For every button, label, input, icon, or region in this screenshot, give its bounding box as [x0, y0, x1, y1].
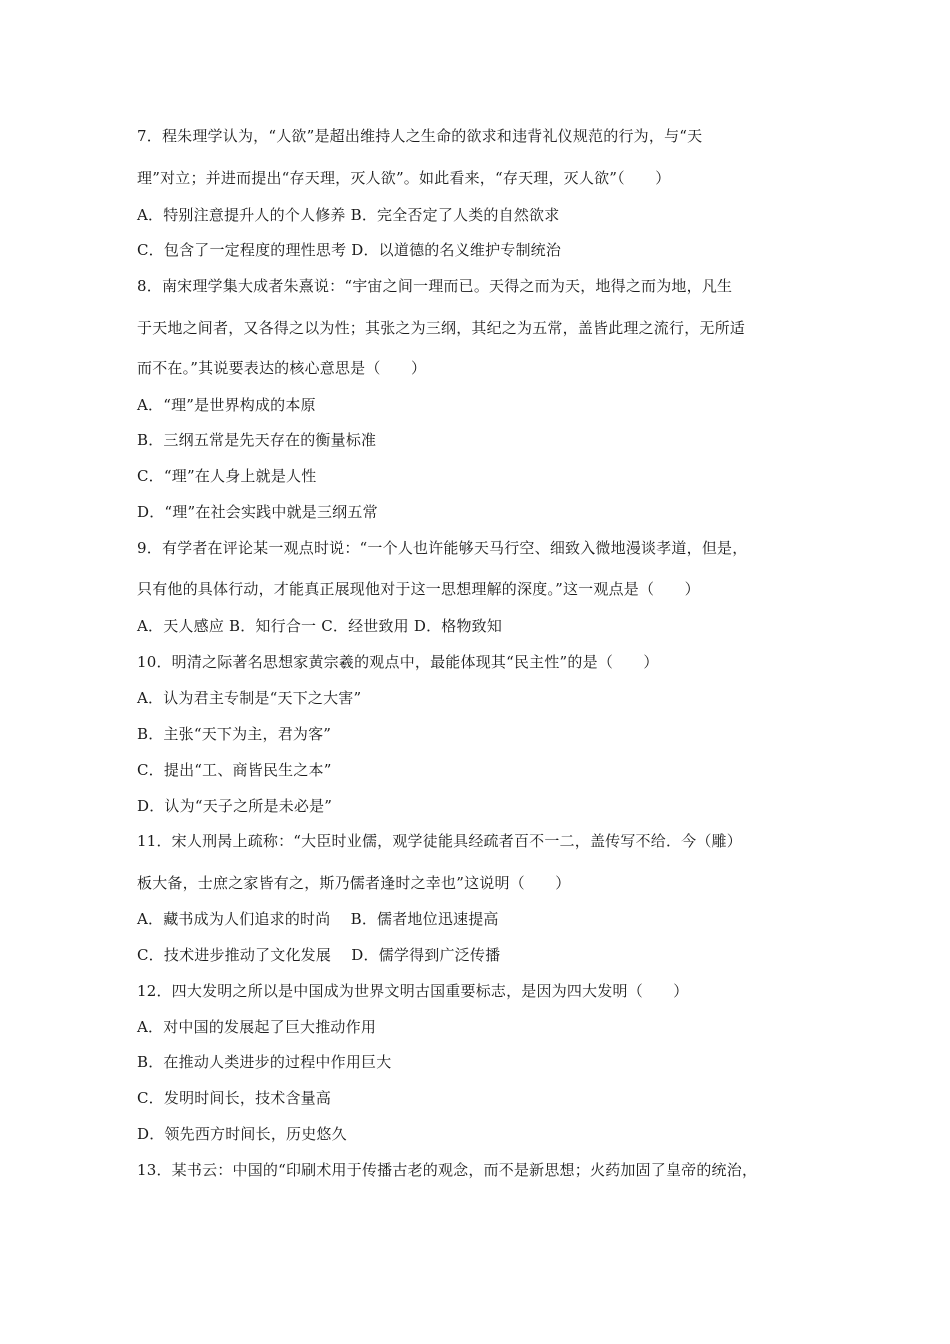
- q7-stem-line-1: 7．程朱理学认为，“人欲”是超出维持人之生命的欲求和违背礼仪规范的行为，与“天: [137, 127, 703, 145]
- q10-option-a: A．认为君主专制是“天下之大害”: [137, 689, 362, 707]
- q7-stem-line-2: 理”对立；并进而提出“存天理，灭人欲”。如此看来，“存天理，灭人欲”（ ）: [137, 169, 671, 187]
- q9-options: A．天人感应 B．知行合一 C．经世致用 D．格物致知: [137, 617, 503, 635]
- q9-stem-line-1: 9．有学者在评论某一观点时说：“一个人也许能够天马行空、细致入微地漫谈孝道，但是，: [137, 539, 748, 557]
- q11-stem-line-2: 板大备，士庶之家皆有之，斯乃儒者逢时之幸也”这说明（ ）: [137, 874, 571, 892]
- q10-stem: 10．明清之际著名思想家黄宗羲的观点中，最能体现其“民主性”的是（ ）: [137, 653, 659, 671]
- q10-option-c: C．提出“工、商皆民生之本”: [137, 761, 332, 779]
- q11-options-line-2: C．技术进步推动了文化发展 D．儒学得到广泛传播: [137, 946, 501, 964]
- q12-option-a: A．对中国的发展起了巨大推动作用: [137, 1018, 377, 1036]
- q12-option-d: D．领先西方时间长，历史悠久: [137, 1125, 347, 1143]
- q8-stem-line-1: 8．南宋理学集大成者朱熹说：“宇宙之间一理而已。天得之而为天，地得之而为地，凡生: [137, 277, 733, 295]
- q10-option-b: B．主张“天下为主，君为客”: [137, 725, 332, 743]
- q12-option-b: B．在推动人类进步的过程中作用巨大: [137, 1053, 392, 1071]
- q8-stem-line-3: 而不在。”其说要表达的核心意思是（ ）: [137, 359, 427, 377]
- q8-option-d: D．“理”在社会实践中就是三纲五常: [137, 503, 378, 521]
- q11-stem-line-1: 11．宋人刑昺上疏称：“大臣时业儒，观学徒能具经疏者百不一二，盖传写不给．今（雕）: [137, 832, 742, 850]
- q8-option-c: C．“理”在人身上就是人性: [137, 467, 317, 485]
- q10-option-d: D．认为“天子之所是未必是”: [137, 797, 333, 815]
- q8-option-a: A．“理”是世界构成的本原: [137, 396, 316, 414]
- q7-options-line-1: A．特别注意提升人的个人修养 B．完全否定了人类的自然欲求: [137, 206, 560, 224]
- q8-option-b: B．三纲五常是先天存在的衡量标准: [137, 431, 377, 449]
- q11-options-line-1: A．藏书成为人们追求的时尚 B．儒者地位迅速提高: [137, 910, 499, 928]
- q8-stem-line-2: 于天地之间者，又各得之以为性；其张之为三纲，其纪之为五常，盖皆此理之流行，无所适: [137, 319, 746, 337]
- q12-option-c: C．发明时间长，技术含量高: [137, 1089, 332, 1107]
- q12-stem: 12．四大发明之所以是中国成为世界文明古国重要标志，是因为四大发明（ ）: [137, 982, 689, 1000]
- q9-stem-line-2: 只有他的具体行动，才能真正展现他对于这一思想理解的深度。”这一观点是（ ）: [137, 580, 700, 598]
- q7-options-line-2: C．包含了一定程度的理性思考 D．以道德的名义维护专制统治: [137, 241, 562, 259]
- q13-stem-line-1: 13．某书云：中国的“印刷术用于传播古老的观念，而不是新思想；火药加固了皇帝的统治，: [137, 1161, 758, 1179]
